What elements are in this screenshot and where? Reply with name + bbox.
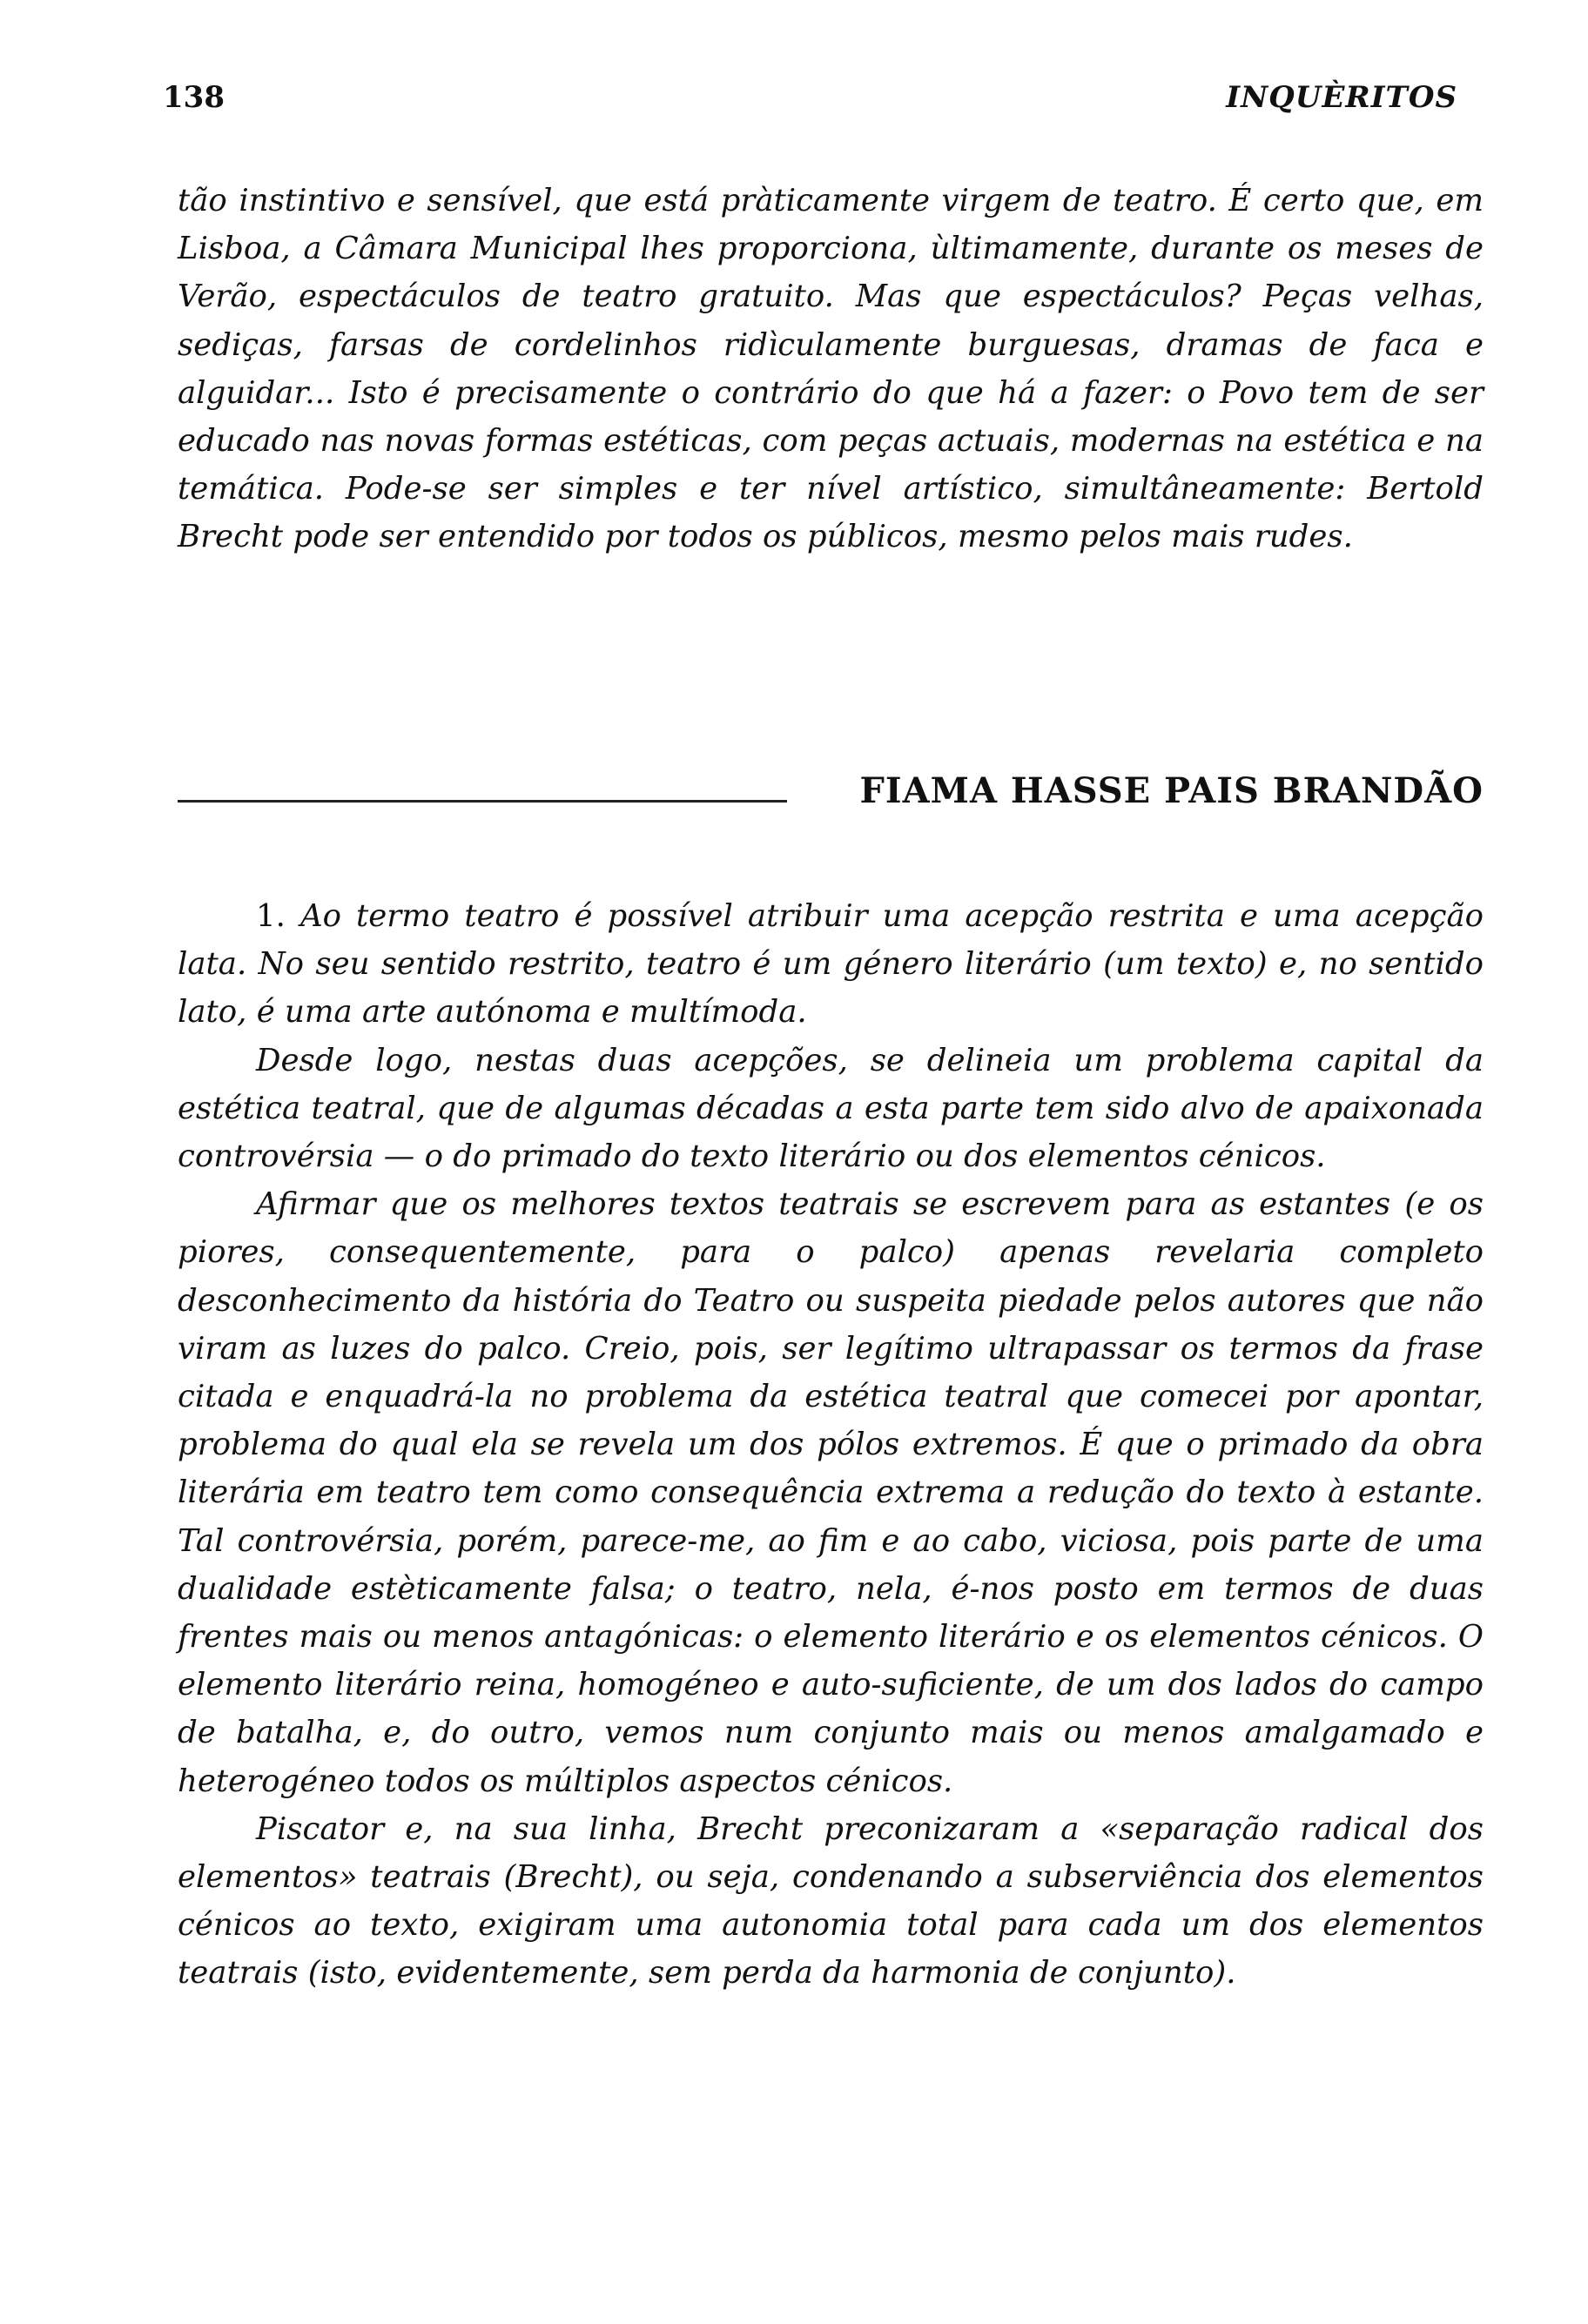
paragraph-2: Desde logo, nestas duas acepções, se delineia um problema capital da estética teatral, que de algumas décadas a esta parte tem sido alvo de apaixonada controvérsia — o do primado do texto literário ou dos elementos cénicos. [178,1042,1484,1175]
running-title: INQUÈRITOS [1226,80,1457,115]
continued-paragraph: tão instintivo e sensível, que está pràticamente virgem de teatro. É certo que, em Lisboa, a Câmara Municipal lhes proporciona, ùltimamente, durante os meses de Verão, espectáculos de teatro gratuito. Mas que espectáculos? Peças velhas, sediças, farsas de cordelinhos ridìculamente burguesas, dramas de faca e alguidar... Isto é precisamente o contrário do que há a fazer: o Povo tem de ser educado nas novas formas estéticas, com peças actuais, modernas na estética e na temática. Pode-se ser simples e ter nível artístico, simultâneamente: Bertold Brecht pode ser entendido por todos os públicos, mesmo pelos mais rudes. [178,183,1484,555]
page-number: 138 [163,80,225,115]
continued-paragraph-block [178,177,1484,561]
author-heading [178,770,1484,831]
heading-rule [178,800,787,803]
response-text [178,892,1484,1998]
paragraph-3: Afirmar que os melhores textos teatrais se escrevem para as estantes (e os piores, consequentemente, para o palco) apenas revelaria completo desconhecimento da história do Teatro ou suspeita piedade pelos autores que não viram as luzes do palco. Creio, pois, ser legítimo ultrapassar os termos da frase citada e enquadrá-la no problema da estética teatral que comecei por apontar, problema do qual ela se revela um dos pólos extremos. É que o primado da obra literária em teatro tem como consequência extrema a redução do texto à estante. Tal controvérsia, porém, parece-me, ao fim e ao cabo, viciosa, pois parte de uma dualidade estèticamente falsa; o teatro, nela, é-nos posto em termos de duas frentes mais ou menos antagónicas: o elemento literário e os elementos cénicos. O elemento literário reina, homogéneo e auto-suficiente, de um dos lados do campo de batalha, e, do outro, vemos num conjunto mais ou menos amalgamado e heterogéneo todos os múltiplos aspectos cénicos. [178,1186,1484,1799]
running-head [163,80,1457,124]
item-number: 1. [256,898,286,934]
paragraph-1-text: Ao termo teatro é possível atribuir uma acepção restrita e uma acepção lata. No seu sentido restrito, teatro é um género literário (um texto) e, no sentido lato, é uma arte autónoma e multímoda. [178,898,1484,1031]
author-name: FIAMA HASSE PAIS BRANDÃO [859,770,1484,811]
paragraph-4: Piscator e, na sua linha, Brecht preconizaram a «separação radical dos elementos» teatrais (Brecht), ou seja, condenando a subserviência dos elementos cénicos ao texto, exigiram uma autonomia total para cada um dos elementos teatrais (isto, evidentemente, sem perda da harmonia de conjunto). [178,1810,1484,1992]
paragraph-1 [178,892,1484,1037]
